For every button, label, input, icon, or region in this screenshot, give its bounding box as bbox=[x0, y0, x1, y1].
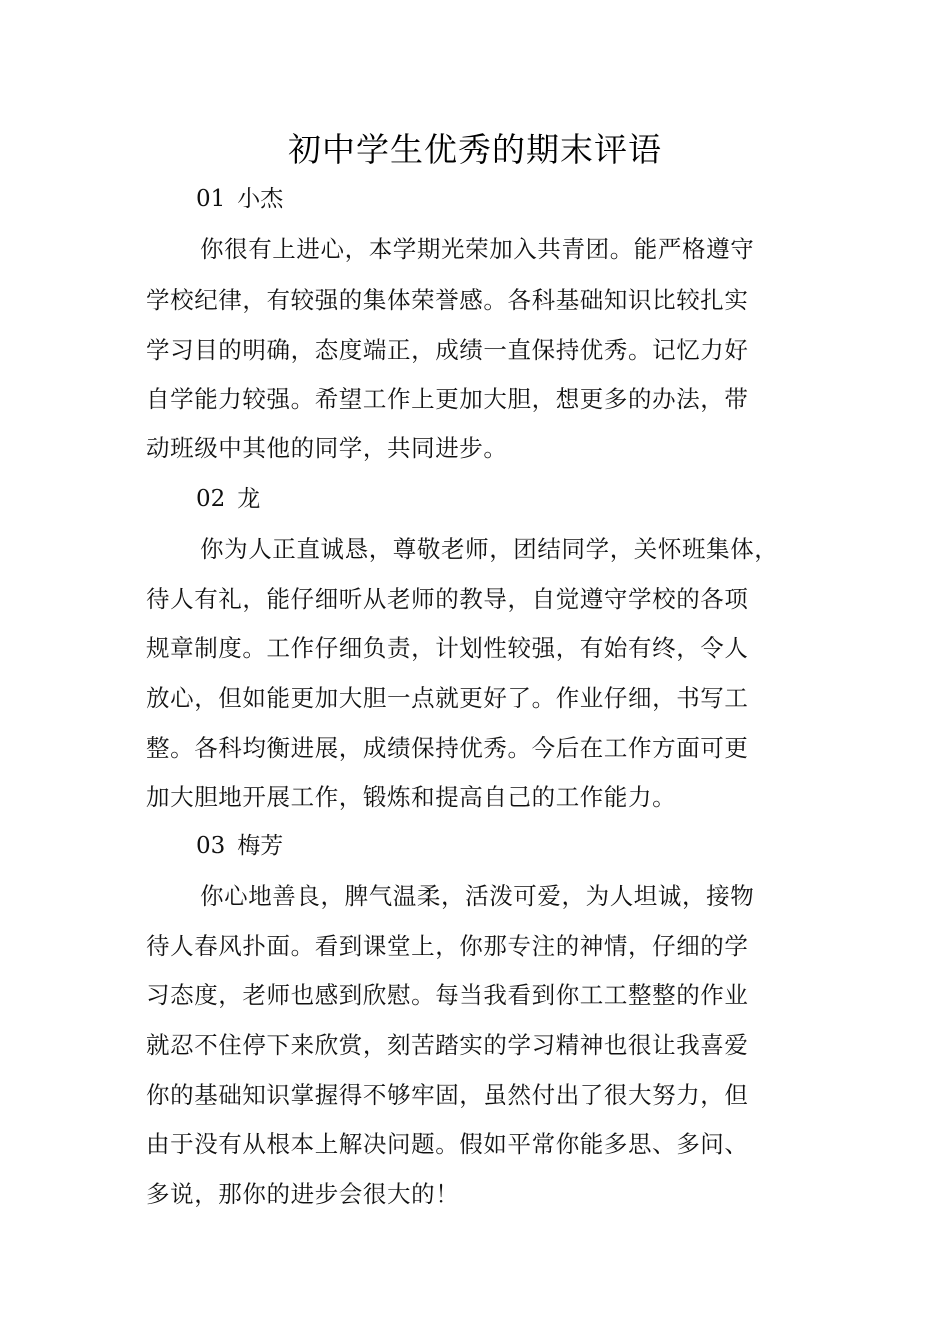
comment-line: 多说，那你的进步会很大的！ bbox=[146, 1180, 460, 1208]
comment-line: 学校纪律，有较强的集体荣誉感。各科基础知识比较扎实 bbox=[146, 286, 749, 314]
comment-line: 学习目的明确，态度端正，成绩一直保持优秀。记忆力好 bbox=[146, 336, 749, 364]
section-heading-01 bbox=[196, 182, 283, 216]
comment-line: 由于没有从根本上解决问题。假如平常你能多思、多问、 bbox=[146, 1130, 749, 1158]
comment-line: 规章制度。工作仔细负责，计划性较强，有始有终，令人 bbox=[146, 634, 749, 662]
student-name: 梅芳 bbox=[237, 833, 284, 859]
comment-line: 动班级中其他的同学，共同进步。 bbox=[146, 434, 508, 462]
document-title: 初中学生优秀的期末评语 bbox=[288, 130, 662, 169]
comment-line: 待人有礼，能仔细听从老师的教导，自觉遵守学校的各项 bbox=[146, 585, 749, 613]
comment-line: 你很有上进心，本学期光荣加入共青团。能严格遵守 bbox=[200, 235, 755, 263]
section-heading-03 bbox=[196, 829, 283, 863]
comment-line: 自学能力较强。希望工作上更加大胆，想更多的办法，带 bbox=[146, 385, 749, 413]
comment-line: 你为人正直诚恳，尊敬老师，团结同学，关怀班集体， bbox=[200, 535, 779, 563]
student-name: 小杰 bbox=[237, 186, 284, 212]
section-number: 02 bbox=[196, 486, 226, 512]
comment-line: 习态度，老师也感到欣慰。每当我看到你工工整整的作业 bbox=[146, 981, 749, 1009]
section-number: 03 bbox=[196, 833, 226, 859]
comment-line: 就忍不住停下来欣赏，刻苦踏实的学习精神也很让我喜爱 bbox=[146, 1031, 749, 1059]
section-number: 01 bbox=[196, 186, 226, 212]
student-name: 龙 bbox=[237, 486, 261, 512]
comment-line: 放心，但如能更加大胆一点就更好了。作业仔细，书写工 bbox=[146, 684, 749, 712]
comment-line: 你的基础知识掌握得不够牢固，虽然付出了很大努力，但 bbox=[146, 1081, 749, 1109]
comment-line: 待人春风扑面。看到课堂上，你那专注的神情，仔细的学 bbox=[146, 932, 749, 960]
comment-line: 加大胆地开展工作，锻炼和提高自己的工作能力。 bbox=[146, 783, 677, 811]
comment-line: 你心地善良，脾气温柔，活泼可爱，为人坦诚，接物 bbox=[200, 882, 755, 910]
section-heading-02 bbox=[196, 482, 260, 516]
comment-line: 整。各科均衡进展，成绩保持优秀。今后在工作方面可更 bbox=[146, 734, 749, 762]
